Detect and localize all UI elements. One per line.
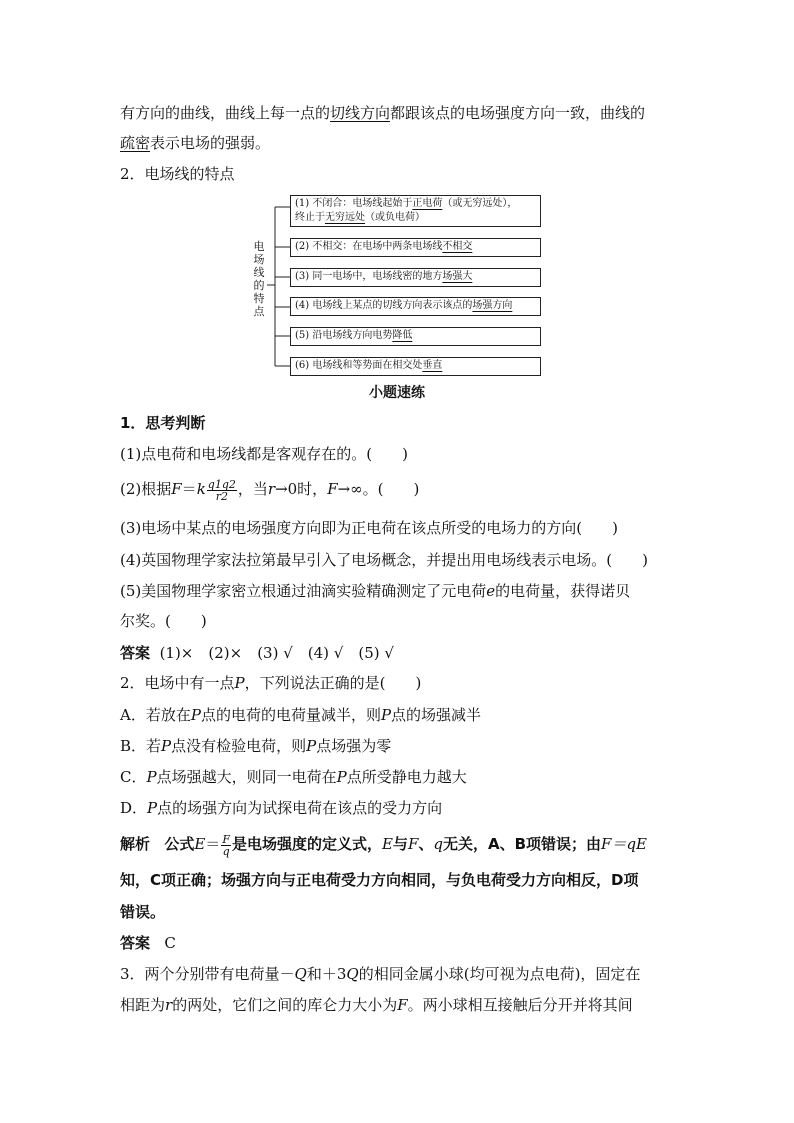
var-F: F <box>171 480 182 498</box>
box-text: （或负电荷） <box>365 212 425 223</box>
q1-statement-4: (4)英国物理学家法拉第最早引入了电场概念，并提出用电场线表示电场。( ) <box>120 551 648 569</box>
var-F: F <box>397 996 408 1014</box>
box-text: (4) 电场线上某点的切线方向表示该点的 <box>295 300 473 311</box>
var-P: P <box>146 768 157 786</box>
answer-value: C <box>164 934 176 952</box>
answer-label: 答案 <box>120 934 151 952</box>
text: 。两小球相互接触后分开并将其间 <box>407 996 633 1014</box>
fraction-denominator: q <box>222 844 230 858</box>
box-underlined: 垂直 <box>422 360 443 371</box>
box-text: (1) 不闭合：电场线起始于 <box>295 198 413 209</box>
text: 与 <box>392 835 408 853</box>
q2-option-a <box>120 704 481 726</box>
coulomb-fraction <box>207 479 237 502</box>
text: →0时， <box>275 480 328 498</box>
box-underlined: 场强大 <box>442 271 473 282</box>
var-P: P <box>306 737 317 755</box>
text: 点场强为零 <box>316 737 392 755</box>
intro-line-2 <box>120 132 270 154</box>
var-Q: Q <box>346 965 359 983</box>
text: 点的场强减半 <box>391 706 482 724</box>
feature-box-4 <box>290 297 541 316</box>
text: D． <box>120 799 148 817</box>
var-k: k <box>196 480 206 498</box>
answer-label: 答案 <box>120 644 151 662</box>
field-fraction <box>221 834 231 857</box>
text: 点场强越大，则同一电荷在 <box>156 768 337 786</box>
q1-statement-3: (3)电场中某点的电场强度方向即为正电荷在该点所受的电场力的方向( ) <box>120 519 618 537</box>
q3-line-2 <box>120 994 633 1016</box>
text: B．若 <box>120 737 162 755</box>
q2-explanation-line-1 <box>120 833 647 857</box>
text: 公式 <box>164 835 195 853</box>
q2-stem <box>120 672 421 694</box>
text: 和＋3 <box>306 965 347 983</box>
box-text: (3) 同一电场中，电场线密的地方 <box>295 271 443 282</box>
var-r: r <box>267 480 276 498</box>
tangent-direction-term: 切线方向 <box>330 104 391 122</box>
var-P: P <box>161 737 172 755</box>
formula-F-qE: F＝qE <box>601 835 647 853</box>
box-underlined: 场强方向 <box>472 300 513 311</box>
text: 点所受静电力越大 <box>346 768 467 786</box>
density-term: 疏密 <box>120 134 151 152</box>
fraction-numerator: q1q2 <box>207 477 236 491</box>
intro-text: 表示电场的强弱。 <box>150 134 271 152</box>
equals: ＝ <box>181 480 197 498</box>
text: C． <box>120 768 147 786</box>
q2-answer <box>120 932 176 954</box>
feature-box-3 <box>290 268 541 287</box>
var-F: F <box>407 835 419 853</box>
fraction-numerator: F <box>222 832 230 846</box>
box-text: (2) 不相交：在电场中两条电场线 <box>295 241 443 252</box>
text: 3．两个分别带有电荷量－ <box>120 965 295 983</box>
var-P: P <box>380 706 392 724</box>
intro-line-1 <box>120 102 645 124</box>
text: 点没有检验电荷，则 <box>171 737 307 755</box>
feature-box-5 <box>290 327 541 346</box>
text: ，当 <box>237 480 268 498</box>
feature-box-6 <box>290 357 541 376</box>
field-line-features-diagram <box>245 190 545 380</box>
var-P: P <box>190 706 201 724</box>
text: 是电场强度的定义式， <box>231 835 382 853</box>
text: 的电荷量，获得诺贝 <box>495 582 631 600</box>
q1-answer <box>120 642 394 664</box>
box-underlined: 不相交 <box>442 241 473 252</box>
text: 点的电荷的电荷量减半，则 <box>200 706 381 724</box>
intro-text: 有方向的曲线，曲线上每一点的 <box>120 104 331 122</box>
explanation-label: 解析 <box>120 835 151 853</box>
diagram-vertical-label: 电场线的特点 <box>253 240 265 318</box>
q1-statement-5-cont: 尔奖。( ) <box>120 612 207 630</box>
var-P: P <box>147 799 158 817</box>
var-Q: Q <box>294 965 307 983</box>
var-E: E <box>194 835 206 853</box>
box-underlined: 无穷远处 <box>325 212 365 223</box>
var-F: F <box>327 480 338 498</box>
equals: ＝ <box>205 835 221 853</box>
q2-option-c <box>120 766 467 788</box>
text: 的相同金属小球(均可视为点电荷)，固定在 <box>358 965 641 983</box>
var-E: E <box>381 835 393 853</box>
text: 相距为 <box>120 996 166 1014</box>
feature-box-1 <box>290 195 541 227</box>
q2-explanation-line-2: 知，C项正确；场强方向与正电荷受力方向相同，与负电荷受力方向相反，D项 <box>120 871 639 889</box>
q1-title: 1．思考判断 <box>120 414 206 432</box>
var-r: r <box>165 996 173 1014</box>
q1-statement-1: (1)点电荷和电场线都是客观存在的。( ) <box>120 445 408 463</box>
var-e: e <box>486 582 496 600</box>
q3-line-1 <box>120 963 640 985</box>
q1-statement-2 <box>120 478 419 502</box>
feature-box-2 <box>290 238 541 257</box>
var-P: P <box>336 768 347 786</box>
section-title: 2．电场线的特点 <box>120 165 235 183</box>
answer-value: (1)× (2)× (3) √ (4) √ (5) √ <box>159 644 394 662</box>
box-text: (5) 沿电场线方向电势 <box>295 330 393 341</box>
q2-option-b <box>120 735 391 757</box>
var-P: P <box>234 674 245 692</box>
text: 2．电场中有一点 <box>120 674 235 692</box>
q1-statement-5 <box>120 580 630 602</box>
box-underlined: 降低 <box>392 330 413 341</box>
box-text: （或无穷远处）， <box>442 198 518 209</box>
practice-title: 小题速练 <box>369 385 425 401</box>
text: 的两处，它们之间的库仑力大小为 <box>172 996 398 1014</box>
text: 、 <box>418 835 434 853</box>
text: A．若放在 <box>120 706 191 724</box>
box-text: (6) 电场线和等势面在相交处 <box>295 360 423 371</box>
var-q: q <box>433 835 443 853</box>
text: ，下列说法正确的是( ) <box>244 674 422 692</box>
intro-text: 都跟该点的电场强度方向一致，曲线的 <box>390 104 646 122</box>
text: 点的场强方向为试探电荷在该点的受力方向 <box>157 799 443 817</box>
fraction-denominator: r2 <box>215 489 228 503</box>
text: →∞。( ) <box>337 480 420 498</box>
text: 无关，A、B项错误；由 <box>442 835 602 853</box>
q2-option-d <box>120 797 442 819</box>
text: (5)美国物理学家密立根通过油滴实验精确测定了元电荷 <box>120 582 487 600</box>
text: (2)根据 <box>120 480 172 498</box>
box-underlined: 正电荷 <box>412 198 443 209</box>
q2-explanation-line-3: 错误。 <box>120 903 166 921</box>
box-text: 终止于 <box>295 212 325 223</box>
